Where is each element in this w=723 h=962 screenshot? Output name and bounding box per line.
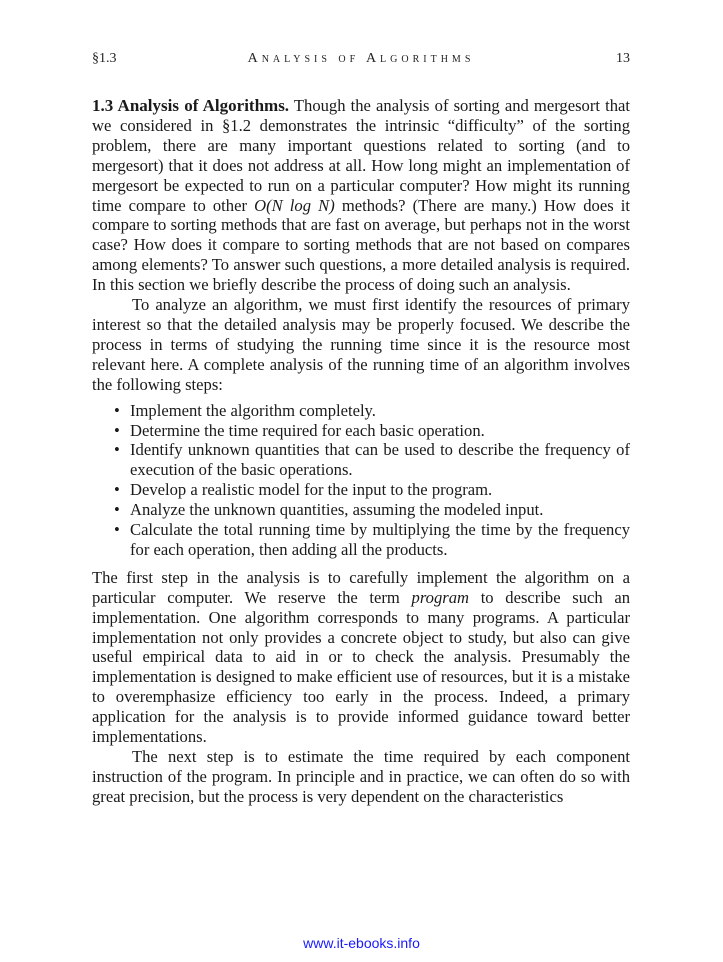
paragraph-first-step: [92, 568, 630, 747]
list-item: • Determine the time required for each basic operation.: [92, 421, 630, 441]
footer-link[interactable]: www.it-ebooks.info: [303, 935, 420, 951]
body-text: [92, 96, 630, 807]
paragraph-text: to describe such an implementation. One algorithm corresponds to many programs. A particular implementation not only provides a concrete object to study, but also can give useful empirical data to aid in or to check the analysis. Presumably the implementation is designed to make efficient use of resources, but it is a mistake to overemphasize efficiency too early in the process. Indeed, a primary application for the analysis is to provide informed guidance toward better implementations.: [92, 587, 630, 747]
steps-list: [92, 401, 630, 560]
paragraph-text: Though the analysis of sorting and mergesort that we considered in §1.2 demonstrates the intrinsic “difficulty” of the sorting problem, there are many important questions related to sorting (and to mergesort) that it does not address at all. How long might an implementation of mergesort be expected to run on a particular computer? How might its running time compare to other: [92, 96, 630, 215]
list-item: • Develop a realistic model for the input to the program.: [92, 480, 630, 500]
list-item: • Calculate the total running time by multiplying the time by the frequency for each operation, then adding all the products.: [92, 520, 630, 560]
running-head: [92, 51, 630, 69]
paragraph-intro: [92, 96, 630, 295]
math-expression: O(N log N): [254, 195, 335, 215]
list-item: • Implement the algorithm completely.: [92, 401, 630, 421]
section-number: §1.3: [92, 51, 117, 66]
section-heading: 1.3 Analysis of Algorithms.: [92, 96, 290, 115]
paragraph-next-step: The next step is to estimate the time required by each component instruction of the program. In principle and in practice, we can often do so with great precision, but the process is very dependent on the characteristics: [92, 747, 630, 806]
paragraph-text: methods? (There are many.) How does it compare to sorting methods that are fast on average, but perhaps not in the worst case? How does it compare to sorting methods that are not based on compares among elements? To answer such questions, a more detailed analysis is required. In this section we briefly describe the process of doing such an analysis.: [92, 195, 631, 295]
paragraph-steps-intro: To analyze an algorithm, we must first identify the resources of primary interest so that the detailed analysis may be properly focused. We describe the process in terms of studying the running time since it is the resource most relevant here. A complete analysis of the running time of an algorithm involves the following steps:: [92, 295, 630, 394]
list-item: • Identify unknown quantities that can be used to describe the frequency of execution of the basic operations.: [92, 440, 630, 480]
paragraph-text: The first step in the analysis is to carefully implement the algorithm on a particular computer. We reserve the term: [92, 567, 630, 607]
emphasized-term: program: [411, 587, 470, 607]
page-number: 13: [616, 51, 630, 66]
chapter-title: Analysis of Algorithms: [247, 51, 475, 66]
list-item: • Analyze the unknown quantities, assuming the modeled input.: [92, 500, 630, 520]
